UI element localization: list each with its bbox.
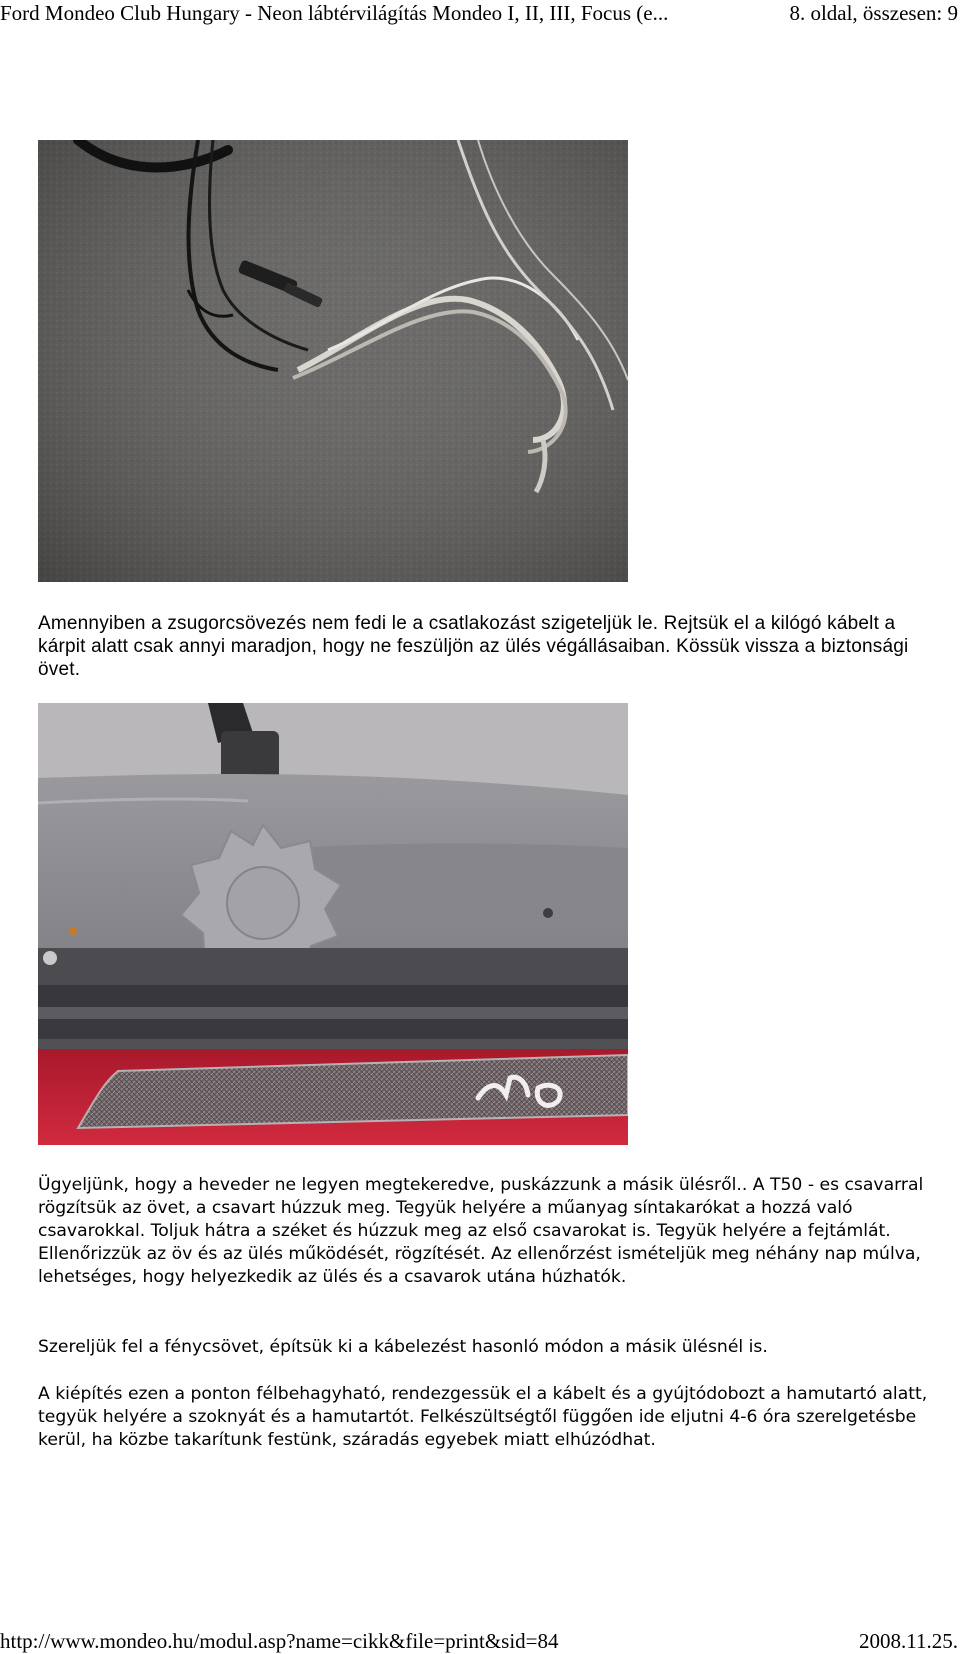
paragraph-finishing: A kiépítés ezen a ponton félbehagyható, rendezgessük el a kábelt és a gyújtódobozt a hamutartó alatt, tegyük helyére a szoknyát és a hamutartót. Felkészültségtől függően ide eljutni 4-6 óra szerelgetésbe kerül, ha közbe takarítunk festünk, száradás egyebek miatt elhúzódhat. [38, 1384, 928, 1450]
paragraph-fluorescent-tube: Szereljük fel a fénycsövet, építsük ki a kábelezést hasonló módon a másik ülésnél is. [38, 1337, 768, 1357]
print-header [0, 0, 960, 28]
source-url: http://www.mondeo.hu/modul.asp?name=cikk&file=print&sid=84 [0, 1629, 559, 1653]
paragraph-seat-belt: Ügyeljünk, hogy a heveder ne legyen megtekeredve, puskázzunk a másik ülésről.. A T50 - es csavarral rögzítsük az övet, a csavart húzzuk meg. Tegyük helyére a műanyag síntakarókat a hozzá való csavarokkal. Toljuk hátra a széket és húzzuk meg az első csavarokat is. Tegyük helyére a fejtámlát. Ellenőrizzük az öv és az ülés működését, rögzítését. Az ellenőrzést ismételjük meg néhány nap múlva, lehetséges, hogy helyezkedik az ülés és a csavarok utána húzhatók. [38, 1175, 924, 1287]
seat-adjuster-photo [38, 703, 628, 1145]
page-number: 8. oldal, összesen: 9 [789, 1, 958, 25]
paragraph-insulation: Amennyiben a zsugorcsövezés nem fedi le a csatlakozást szigeteljük le. Rejtsük el a kilógó kábelt a kárpit alatt csak annyi maradjon, hogy ne feszüljön az ülés végállásaiban. Kössük vissza a biztonsági övet. [38, 613, 909, 680]
print-date: 2008.11.25. [859, 1629, 958, 1653]
cable-on-carpet-photo [38, 140, 628, 582]
print-footer [0, 1628, 960, 1654]
page-title: Ford Mondeo Club Hungary - Neon lábtérvilágítás Mondeo I, II, III, Focus (e... [0, 1, 669, 25]
